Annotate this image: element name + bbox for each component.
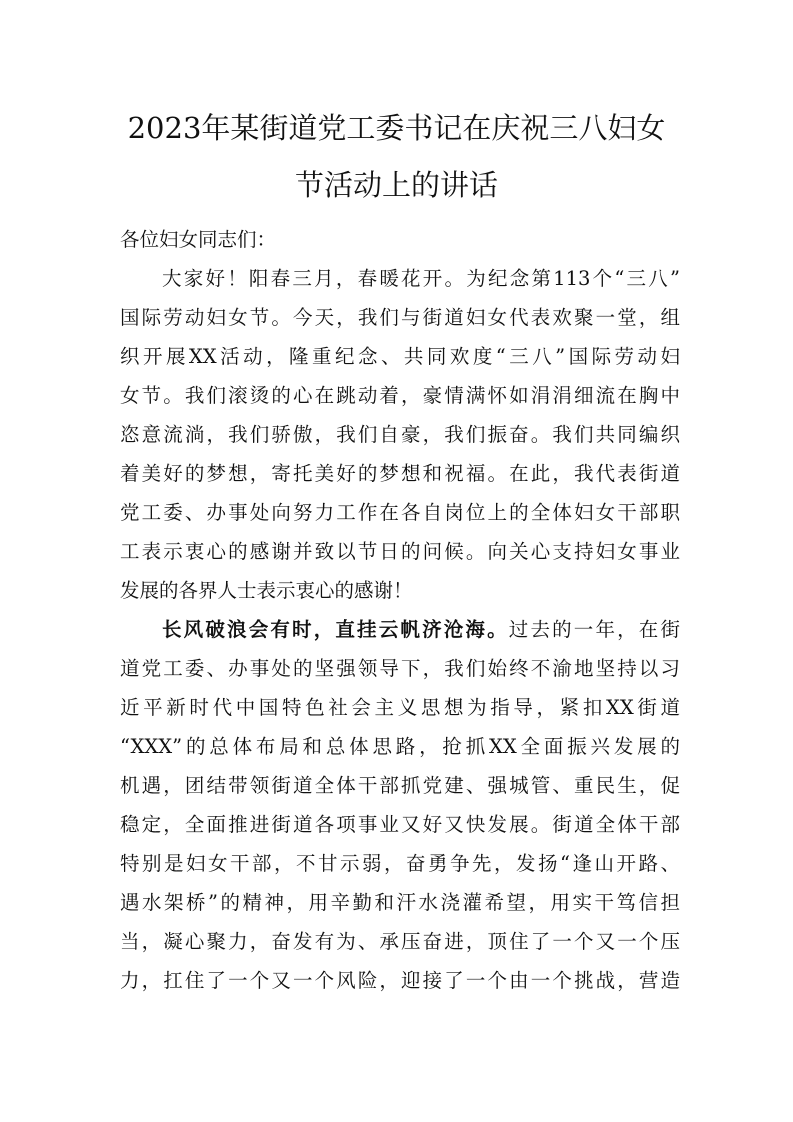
paragraph-2-lead-sentence: 长风破浪会有时，直挂云帆济沧海。 bbox=[162, 618, 509, 641]
paragraph-2-line: 道党工委、办事处的坚强领导下，我们始终不渝地坚持以习 bbox=[120, 657, 680, 680]
paragraph-1-line: 党工委、办事处向努力工作在各自岗位上的全体妇女干部职 bbox=[120, 501, 680, 524]
paragraph-1-line: 恣意流淌，我们骄傲，我们自豪，我们振奋。我们共同编织 bbox=[120, 423, 680, 446]
paragraph-1-line: 大家好！阳春三月，春暖花开。为纪念第113个“三八” bbox=[162, 267, 680, 290]
paragraph-1-line: 着美好的梦想，寄托美好的梦想和祝福。在此，我代表街道 bbox=[120, 462, 680, 485]
paragraph-1-line: 发展的各界人士表示衷心的感谢！ bbox=[120, 579, 413, 602]
paragraph-2-line: 力，扛住了一个又一个风险，迎接了一个由一个挑战，营造 bbox=[120, 969, 680, 992]
paragraph-2-line: 当，凝心聚力，奋发有为、承压奋进，顶住了一个又一个压 bbox=[120, 930, 680, 953]
paragraph-1-line: 国际劳动妇女节。今天，我们与街道妇女代表欢聚一堂，组 bbox=[120, 306, 680, 329]
paragraph-2-line: “XXX”的总体布局和总体思路，抢抓XX全面振兴发展的 bbox=[120, 735, 680, 758]
paragraph-2-line: 机遇，团结带领街道全体干部抓党建、强城管、重民生，促 bbox=[120, 774, 680, 797]
paragraph-1-line: 女节。我们滚烫的心在跳动着，豪情满怀如涓涓细流在胸中 bbox=[120, 384, 680, 407]
paragraph-2-first-line bbox=[120, 617, 680, 643]
paragraph-2-first-line-rest: 过去的一年，在街 bbox=[508, 618, 680, 641]
paragraph-1-line: 工表示衷心的感谢并致以节日的问候。向关心支持妇女事业 bbox=[120, 540, 680, 563]
document-title-line-1: 2023年某街道党工委书记在庆祝三八妇女 bbox=[127, 111, 666, 145]
paragraph-2-line: 特别是妇女干部，不甘示弱，奋勇争先，发扬“逢山开路、 bbox=[120, 852, 680, 875]
paragraph-2-line: 遇水架桥”的精神，用辛勤和汗水浇灌希望，用实干笃信担 bbox=[120, 891, 680, 914]
paragraph-2-line: 近平新时代中国特色社会主义思想为指导，紧扣XX街道 bbox=[120, 696, 680, 719]
document-title-line-2: 节活动上的讲话 bbox=[294, 168, 498, 202]
paragraph-2-line: 稳定，全面推进街道各项事业又好又快发展。街道全体干部 bbox=[120, 813, 680, 836]
paragraph-1-line: 织开展XX活动，隆重纪念、共同欢度“三八”国际劳动妇 bbox=[120, 345, 680, 368]
greeting: 各位妇女同志们： bbox=[120, 228, 277, 251]
